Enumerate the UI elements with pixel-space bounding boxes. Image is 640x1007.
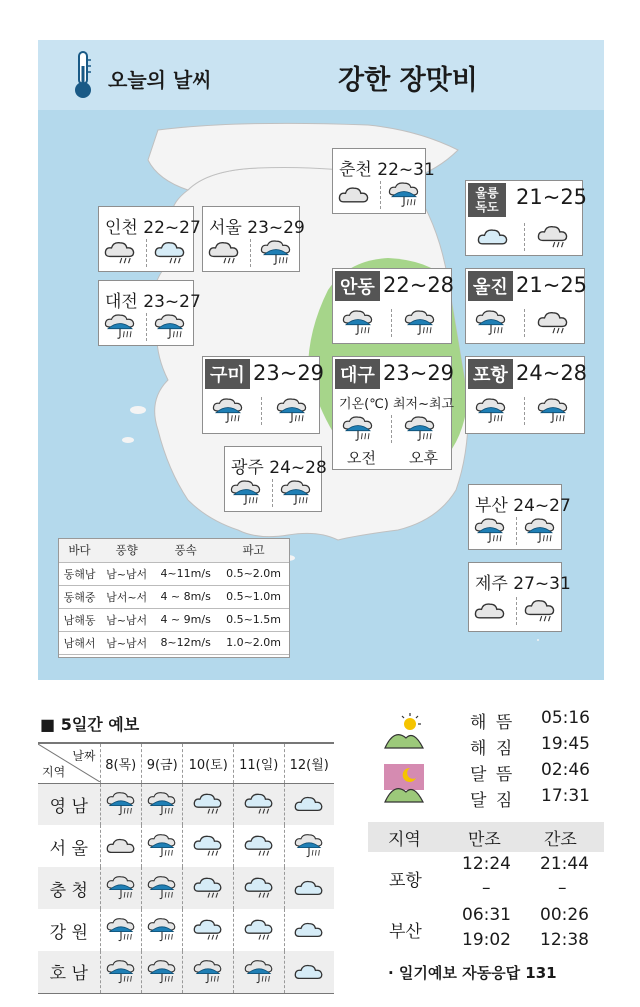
city-temp: 22~27 <box>143 218 201 238</box>
forecast-day: 12(월) <box>284 743 334 783</box>
city-temp: 23~29 <box>253 361 325 385</box>
sea-cell: 남서~서 <box>100 585 153 608</box>
city-card-busan <box>468 484 571 550</box>
cloud-rain-icon <box>103 237 137 269</box>
moonrise-time: 02:46 <box>541 760 590 780</box>
legend-temp-label: 기온(℃) 최저~최고 <box>339 397 455 412</box>
sea-header-row <box>59 539 289 562</box>
moonset-time: 17:31 <box>541 786 590 806</box>
forecast-corner <box>38 743 100 783</box>
rain-icon <box>341 307 375 339</box>
sea-header: 바다 <box>59 539 100 562</box>
city-name: 부산 <box>475 496 508 516</box>
divider <box>391 415 392 443</box>
sea-cell: 4 ~ 8m/s <box>153 585 218 608</box>
legend-pm: 오후 <box>409 449 438 467</box>
city-card-andong <box>332 268 455 344</box>
partly-cloudy-rain-icon <box>192 789 224 819</box>
rain-icon <box>403 307 437 339</box>
sea-cell: 동해중 <box>59 585 100 608</box>
city-temp: 24~27 <box>513 496 571 516</box>
rain-icon <box>153 311 187 343</box>
city-card-gwangju <box>224 446 327 512</box>
moonset-label: 달 짐 <box>470 791 515 811</box>
rain-icon <box>279 477 313 509</box>
partly-cloudy-icon <box>293 915 325 945</box>
sea-cell: 남~남서 <box>100 562 153 585</box>
sea-cell: 0.5~1.0m <box>218 585 289 608</box>
sea-cell: 남~남서 <box>100 608 153 631</box>
rain-icon <box>146 789 178 819</box>
city-temp: 23~29 <box>383 361 455 385</box>
tide-header <box>368 822 604 852</box>
rain-icon <box>146 957 178 987</box>
rain-icon <box>474 307 508 339</box>
city-name: 대전 <box>105 292 138 312</box>
rain-icon <box>105 789 137 819</box>
divider <box>261 397 262 425</box>
partly-cloudy-icon <box>476 221 510 253</box>
city-card-daegu <box>332 356 455 470</box>
city-card-uljin <box>465 268 588 344</box>
cloud-rain-icon <box>536 221 570 253</box>
partly-cloudy-rain-icon <box>243 789 275 819</box>
sea-header: 풍향 <box>100 539 153 562</box>
sea-header: 파고 <box>218 539 289 562</box>
sea-row <box>59 608 289 631</box>
city-name: 춘천 <box>339 160 372 180</box>
rain-icon <box>103 311 137 343</box>
divider <box>516 517 517 545</box>
cloud-rain-icon <box>153 237 187 269</box>
rain-icon <box>105 957 137 987</box>
sea-table <box>58 538 290 658</box>
city-card-seoul <box>202 206 305 272</box>
city-name: 인천 <box>105 218 138 238</box>
forecast-table <box>38 742 334 994</box>
forecast-region: 서 울 <box>38 825 100 867</box>
rain-icon <box>105 873 137 903</box>
cloud-icon <box>105 831 137 861</box>
sea-cell: 1.0~2.0m <box>218 631 289 654</box>
moonrise-icon <box>384 764 424 804</box>
city-name: 제주 <box>475 574 508 594</box>
forecast-day: 10(토) <box>183 743 234 783</box>
legend-am: 오전 <box>347 449 376 467</box>
partly-cloudy-rain-icon <box>243 831 275 861</box>
city-card-pohang <box>465 356 588 434</box>
cloud-rain-icon <box>523 595 557 627</box>
sea-cell: 남~남서 <box>100 631 153 654</box>
partly-cloudy-rain-icon <box>192 873 224 903</box>
divider <box>516 597 517 625</box>
city-temp: 27~31 <box>513 574 571 594</box>
partly-cloudy-icon <box>293 789 325 819</box>
rain-icon <box>146 831 178 861</box>
tide-low: 00:26 <box>540 905 589 925</box>
divider <box>524 309 525 337</box>
tide-region: 포항 <box>389 871 422 891</box>
sea-cell: 4~11m/s <box>153 562 218 585</box>
corner-region-label: 지역 <box>42 764 66 779</box>
sea-cell: 8~12m/s <box>153 631 218 654</box>
rain-icon <box>275 395 309 427</box>
rain-icon <box>474 395 508 427</box>
forecast-row <box>38 825 334 867</box>
tide-low: 12:38 <box>540 930 589 950</box>
partly-cloudy-rain-icon <box>192 831 224 861</box>
sunset-time: 19:45 <box>541 734 590 754</box>
city-card-incheon <box>98 206 201 272</box>
rain-icon <box>536 395 570 427</box>
partly-cloudy-icon <box>293 873 325 903</box>
partly-cloudy-rain-icon <box>192 915 224 945</box>
city-name: 구미 <box>205 359 250 389</box>
moonrise-label: 달 뜸 <box>470 765 515 785</box>
sunrise-time: 05:16 <box>541 708 590 728</box>
divider <box>524 223 525 251</box>
rain-icon <box>146 873 178 903</box>
sunrise-icon <box>384 712 424 752</box>
rain-icon <box>523 515 557 547</box>
sea-row <box>59 562 289 585</box>
forecast-header-row <box>38 743 334 783</box>
forecast-row <box>38 783 334 825</box>
forecast-region: 강 원 <box>38 909 100 951</box>
city-card-jeju <box>468 562 571 632</box>
city-temp: 24~28 <box>516 361 588 385</box>
city-card-ulleung <box>465 180 588 256</box>
sunset-label: 해 짐 <box>470 739 515 759</box>
sea-row <box>59 585 289 608</box>
rain-icon <box>293 831 325 861</box>
city-name: 울진 <box>468 271 513 301</box>
rain-icon <box>243 957 275 987</box>
forecast-region: 충 청 <box>38 867 100 909</box>
city-card-gumi <box>202 356 325 434</box>
rain-icon <box>387 179 421 211</box>
divider <box>250 239 251 267</box>
rain-icon <box>146 915 178 945</box>
cloud-icon <box>337 179 371 211</box>
city-card-chuncheon <box>332 148 435 214</box>
tide-header-region: 지역 <box>388 830 421 850</box>
city-name: 광주 <box>231 458 264 478</box>
forecast-row <box>38 951 334 993</box>
tide-high: 06:31 <box>462 905 511 925</box>
sea-cell: 동해남 <box>59 562 100 585</box>
rain-icon <box>192 957 224 987</box>
thermometer-icon <box>70 50 96 100</box>
header-title: 오늘의 날씨 <box>108 68 212 92</box>
city-name: 포항 <box>468 359 513 389</box>
rain-icon <box>403 413 437 445</box>
forecast-region: 영 남 <box>38 783 100 825</box>
rain-icon <box>229 477 263 509</box>
forecast-day: 9(금) <box>141 743 182 783</box>
partly-cloudy-rain-icon <box>243 873 275 903</box>
divider <box>146 239 147 267</box>
corner-date-label: 날짜 <box>72 749 96 763</box>
partly-cloudy-rain-icon <box>243 915 275 945</box>
tide-header-low: 간조 <box>544 830 577 850</box>
forecast-row <box>38 867 334 909</box>
city-temp: 21~25 <box>516 185 588 209</box>
tide-region: 부산 <box>389 922 422 942</box>
forecast-region: 호 남 <box>38 951 100 993</box>
city-name: 안동 <box>335 271 380 301</box>
forecast-title: ■ 5일간 예보 <box>40 715 140 734</box>
tide-high: – <box>482 878 491 898</box>
city-temp: 21~25 <box>516 273 588 297</box>
sea-cell: 0.5~1.5m <box>218 608 289 631</box>
rain-icon <box>473 515 507 547</box>
city-temp: 23~29 <box>247 218 305 238</box>
city-temp: 22~31 <box>377 160 435 180</box>
tide-high: 19:02 <box>462 930 511 950</box>
city-temp: 22~28 <box>383 273 455 297</box>
city-temp: 24~28 <box>269 458 327 478</box>
tide-header-high: 만조 <box>468 830 501 850</box>
tide-low: 21:44 <box>540 854 589 874</box>
tide-low: – <box>558 878 567 898</box>
city-temp: 23~27 <box>143 292 201 312</box>
sea-cell: 4 ~ 9m/s <box>153 608 218 631</box>
cloud-rain-icon <box>207 237 241 269</box>
partly-cloudy-icon <box>293 957 325 987</box>
divider <box>146 313 147 341</box>
sea-cell: 남해서 <box>59 631 100 654</box>
city-name: 울릉 독도 <box>468 183 506 217</box>
divider <box>272 479 273 507</box>
footer-note: · 일기예보 자동응답 131 <box>388 964 557 982</box>
cloud-rain-icon <box>536 307 570 339</box>
forecast-row <box>38 909 334 951</box>
sea-header: 풍속 <box>153 539 218 562</box>
forecast-day: 8(목) <box>100 743 141 783</box>
city-name: 서울 <box>209 218 242 238</box>
divider <box>380 181 381 209</box>
rain-icon <box>211 395 245 427</box>
city-name: 대구 <box>335 359 380 389</box>
rain-icon <box>259 237 293 269</box>
forecast-day: 11(일) <box>233 743 284 783</box>
rain-icon <box>341 413 375 445</box>
sea-cell: 남해동 <box>59 608 100 631</box>
tide-high: 12:24 <box>462 854 511 874</box>
city-card-daejeon <box>98 280 201 346</box>
sunrise-label: 해 뜸 <box>470 713 515 733</box>
divider <box>391 309 392 337</box>
headline: 강한 장맛비 <box>338 65 478 96</box>
sea-row <box>59 631 289 654</box>
rain-icon <box>105 915 137 945</box>
divider <box>524 397 525 425</box>
sea-cell: 0.5~2.0m <box>218 562 289 585</box>
cloud-icon <box>473 595 507 627</box>
